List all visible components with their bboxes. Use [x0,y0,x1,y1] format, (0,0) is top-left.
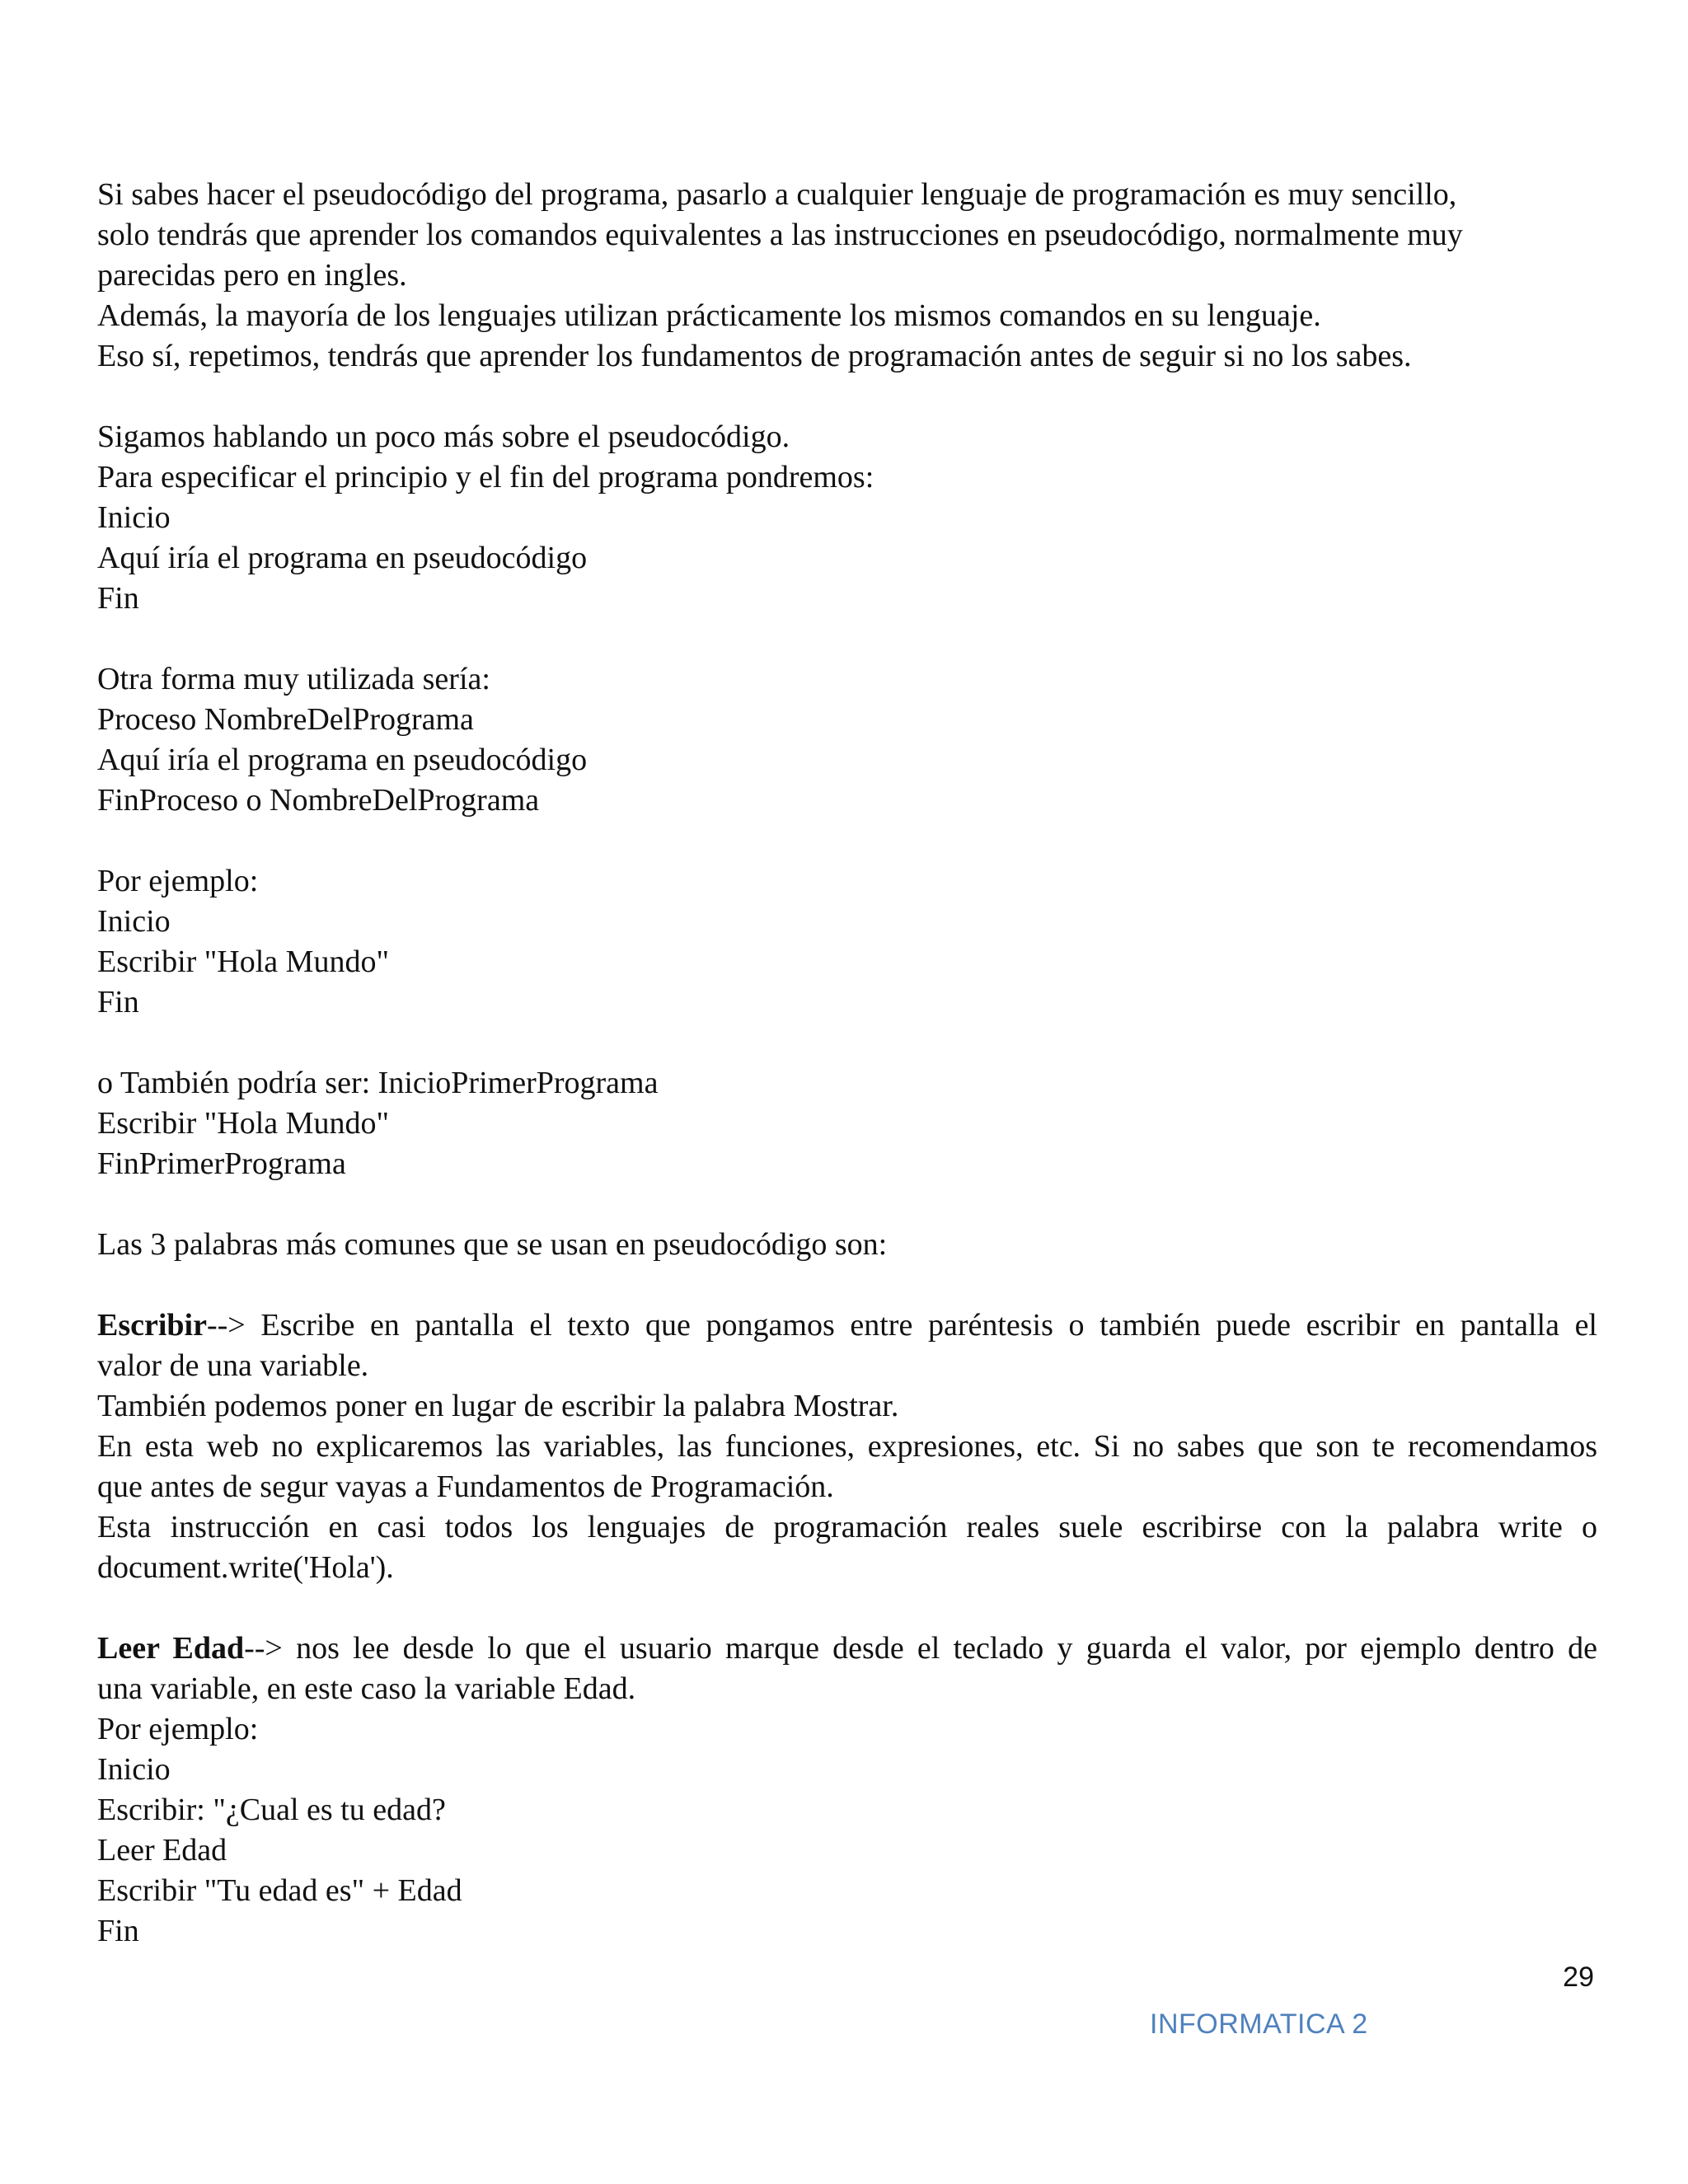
page-number: 29 [1563,1961,1594,1993]
text-line: Otra forma muy utilizada sería: [97,662,490,696]
text-line: Por ejemplo: [97,864,259,898]
text-line: o También podría ser: InicioPrimerPrograma [97,1066,659,1100]
text-line: que antes de segur vayas a Fundamentos de Programación. [97,1469,834,1504]
code-line: Fin [97,985,139,1019]
example-primer-programa [97,1063,1597,1184]
text-line: parecidas pero en ingles. [97,258,407,293]
definition-text: --> Escribe en pantalla el texto que pongamos entre paréntesis o también puede escribir en pantalla el [206,1308,1597,1343]
code-line: Fin [97,1914,139,1948]
code-line: Aquí iría el programa en pseudocódigo [97,743,588,777]
common-words-heading: Las 3 palabras más comunes que se usan en pseudocódigo son: [97,1227,888,1262]
text-line: Esta instrucción en casi todos los lenguajes de programación reales suele escribirse con la palabra write o [97,1510,1597,1544]
text-line: valor de una variable. [97,1348,369,1383]
blank-line [97,619,1597,659]
code-line: Leer Edad [97,1833,227,1868]
definition-line [97,1629,1597,1669]
text-line: Para especificar el principio y el fin del programa pondremos: [97,460,874,494]
example-hola-mundo [97,861,1597,1023]
code-line: Proceso NombreDelPrograma [97,702,474,737]
code-line: Escribir "Hola Mundo" [97,944,389,979]
text-line: solo tendrás que aprender los comandos equivalentes a las instrucciones en pseudocódigo, normalmente muy [97,218,1463,252]
text-line: Eso sí, repetimos, tendrás que aprender los fundamentos de programación antes de seguir si no los sabes. [97,339,1412,373]
blank-line [97,1184,1597,1225]
text-line: Además, la mayoría de los lenguajes utilizan prácticamente los mismos comandos en su lenguaje. [97,298,1321,333]
code-line: Inicio [97,500,171,535]
code-line: Inicio [97,904,171,939]
blank-line [97,377,1597,417]
code-line: Escribir "Tu edad es" + Edad [97,1873,462,1908]
term-escribir: Escribir [97,1308,207,1343]
definition-line [97,1305,1597,1346]
text-line: Sigamos hablando un poco más sobre el pseudocódigo. [97,419,790,454]
code-line: Fin [97,581,139,616]
proceso-section [97,659,1597,821]
text-line: document.write('Hola'). [97,1550,394,1585]
leer-definition [97,1629,1597,1952]
document-body [97,175,1597,1952]
escribir-definition [97,1305,1597,1588]
blank-line [97,1265,1597,1305]
text-line: También podemos poner en lugar de escribir la palabra Mostrar. [97,1389,899,1423]
intro-paragraph [97,175,1597,377]
footer-label: INFORMATICA 2 [1150,2008,1368,2040]
inicio-fin-section [97,417,1597,619]
blank-line [97,1588,1597,1629]
text-line: Por ejemplo: [97,1712,259,1746]
code-line: Escribir "Hola Mundo" [97,1106,389,1141]
code-line: FinProceso o NombreDelPrograma [97,783,540,818]
code-line: FinPrimerPrograma [97,1146,346,1181]
text-line: En esta web no explicaremos las variables, las funciones, expresiones, etc. Si no sabes que son te recomendamos [97,1429,1597,1464]
blank-line [97,821,1597,861]
blank-line [97,1023,1597,1063]
text-line: Si sabes hacer el pseudocódigo del programa, pasarlo a cualquier lenguaje de programación es muy sencillo, [97,177,1457,212]
term-leer-edad: Leer Edad [97,1631,245,1666]
text-line: una variable, en este caso la variable Edad. [97,1671,636,1706]
code-line: Inicio [97,1752,171,1787]
definition-text: --> nos lee desde lo que el usuario marque desde el teclado y guarda el valor, por ejemplo dentro de [244,1631,1597,1666]
code-line: Aquí iría el programa en pseudocódigo [97,541,588,575]
code-line: Escribir: "¿Cual es tu edad? [97,1793,446,1827]
